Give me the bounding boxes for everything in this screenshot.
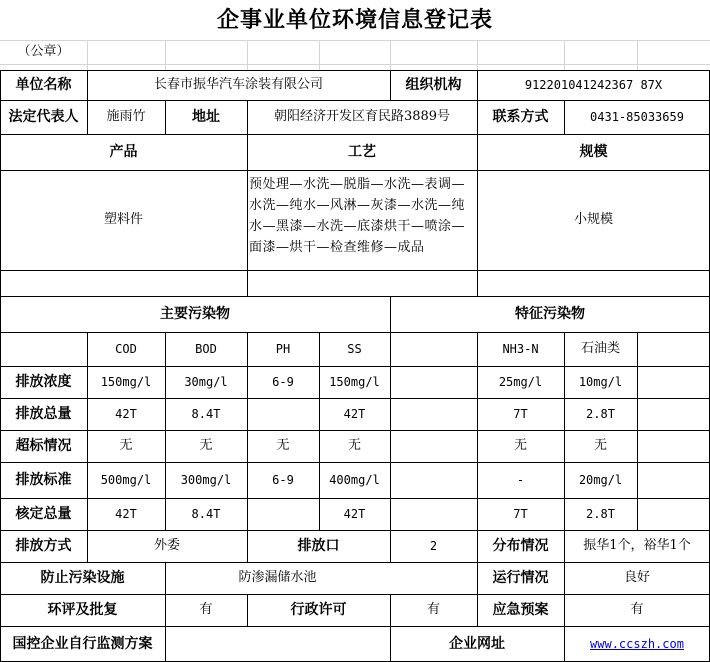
table-cell <box>390 430 477 462</box>
contact-value: 0431-85033659 <box>590 110 684 124</box>
table-cell <box>390 398 477 430</box>
scale-value: 小规模 <box>573 212 613 227</box>
outlet-label: 排放口 <box>297 538 340 554</box>
table-cell: 2.8T <box>586 407 615 421</box>
table-cell: 42T <box>343 407 366 421</box>
operation-label: 运行情况 <box>492 570 549 586</box>
table-cell: 6-9 <box>272 375 294 389</box>
row-label-approved-total: 核定总量 <box>15 506 72 522</box>
table-cell: 500mg/l <box>100 473 152 487</box>
table-cell <box>390 462 477 498</box>
table-cell: 400mg/l <box>329 473 380 487</box>
table-cell <box>247 398 319 430</box>
row-label-concentration: 排放浓度 <box>15 374 72 390</box>
characteristic-pollutants-header: 特征污染物 <box>515 306 585 322</box>
pollutant-column-cod: COD <box>115 342 137 356</box>
pollutant-column-petroleum: 石油类 <box>580 341 620 356</box>
grid-line-vertical <box>637 332 638 530</box>
table-cell: 无 <box>119 438 133 453</box>
table-cell: 无 <box>199 438 213 453</box>
grid-line-vertical <box>165 626 166 662</box>
discharge-mode-value: 外委 <box>153 538 180 553</box>
eia-label: 环评及批复 <box>47 602 118 618</box>
monitoring-label: 国控企业自行监测方案 <box>12 636 153 652</box>
product-header: 产品 <box>109 144 138 160</box>
prevention-value: 防渗漏储水池 <box>238 570 317 585</box>
process-value: 预处理—水洗—脱脂—水洗—表调—水洗—纯水—风淋—灰漆—水洗—纯水—黑漆—水洗—底漆烘干—喷涂—面漆—烘干—检查维修—成品 <box>249 177 466 255</box>
grid-line-vertical <box>637 40 638 70</box>
table-cell: 25mg/l <box>498 375 543 389</box>
table-cell: 10mg/l <box>578 375 623 389</box>
page-title: 企事业单位环境信息登记表 <box>216 7 493 33</box>
grid-line-horizontal <box>0 270 710 271</box>
outlet-value: 2 <box>429 539 438 553</box>
process-header: 工艺 <box>348 144 376 160</box>
main-pollutants-header: 主要污染物 <box>160 306 230 322</box>
table-cell: 8.4T <box>191 407 221 421</box>
emergency-value: 有 <box>630 602 644 617</box>
grid-line-horizontal <box>0 64 710 65</box>
table-cell: 42T <box>343 507 366 521</box>
legal-rep-label: 法定代表人 <box>8 109 79 125</box>
website-link[interactable]: www.ccszh.com <box>590 637 684 651</box>
table-cell: 无 <box>513 438 527 453</box>
grid-line-vertical <box>319 40 320 70</box>
contact-label: 联系方式 <box>492 109 549 125</box>
table-cell: 30mg/l <box>184 375 228 389</box>
discharge-mode-label: 排放方式 <box>15 538 72 554</box>
grid-line-vertical <box>247 40 248 70</box>
distribution-value: 振华1个，裕华1个 <box>583 538 691 553</box>
pollutant-column-bod: BOD <box>195 342 217 356</box>
unit-name-label: 单位名称 <box>15 77 72 93</box>
table-cell: 6-9 <box>272 473 294 487</box>
unit-name-value: 长春市振华汽车涂装有限公司 <box>153 77 323 92</box>
row-label-standard: 排放标准 <box>15 472 72 488</box>
table-cell: - <box>516 473 525 487</box>
address-value: 朝阳经济开发区育民路3889号 <box>273 109 451 124</box>
grid-line-vertical <box>165 40 166 70</box>
scale-header: 规模 <box>579 144 608 160</box>
product-value: 塑料件 <box>103 212 143 227</box>
grid-line-vertical <box>564 40 565 70</box>
table-cell: 150mg/l <box>100 375 152 389</box>
table-cell: 8.4T <box>191 507 221 521</box>
grid-line-vertical <box>87 40 88 70</box>
table-cell: 7T <box>513 507 528 521</box>
table-cell: 20mg/l <box>578 473 623 487</box>
table-cell: 300mg/l <box>180 473 232 487</box>
website-label: 企业网址 <box>449 636 505 652</box>
table-cell: 7T <box>513 407 528 421</box>
table-cell <box>247 498 319 530</box>
table-cell: 2.8T <box>586 507 615 521</box>
row-label-exceed: 超标情况 <box>15 438 72 454</box>
grid-line-horizontal <box>0 40 710 41</box>
grid-line-vertical <box>477 40 478 70</box>
address-label: 地址 <box>192 109 220 125</box>
permit-value: 有 <box>426 602 440 617</box>
emergency-label: 应急预案 <box>492 602 549 618</box>
eia-value: 有 <box>199 602 213 617</box>
operation-value: 良好 <box>623 570 650 585</box>
table-cell: 无 <box>593 438 607 453</box>
pollutant-column-blank <box>390 332 477 366</box>
table-cell: 无 <box>276 438 290 453</box>
org-code-label: 组织机构 <box>405 77 462 93</box>
table-cell: 无 <box>347 438 361 453</box>
table-cell: 150mg/l <box>329 375 380 389</box>
grid-line-vertical <box>390 40 391 70</box>
permit-label: 行政许可 <box>290 602 347 618</box>
seal-label: （公章） <box>17 44 70 59</box>
row-label-total: 排放总量 <box>15 406 72 422</box>
pollutant-column-nh3n: NH3-N <box>502 342 539 356</box>
prevention-label: 防止污染设施 <box>40 570 125 586</box>
table-cell: 42T <box>115 507 137 521</box>
pollutant-column-ss: SS <box>347 342 362 356</box>
distribution-label: 分布情况 <box>492 538 549 554</box>
pollutant-column-ph: PH <box>275 342 291 356</box>
table-cell: 42T <box>115 407 137 421</box>
table-cell <box>390 366 477 398</box>
legal-rep-value: 施雨竹 <box>106 109 146 124</box>
org-code-value: 912201041242367 87X <box>524 78 663 92</box>
table-cell <box>390 498 477 530</box>
